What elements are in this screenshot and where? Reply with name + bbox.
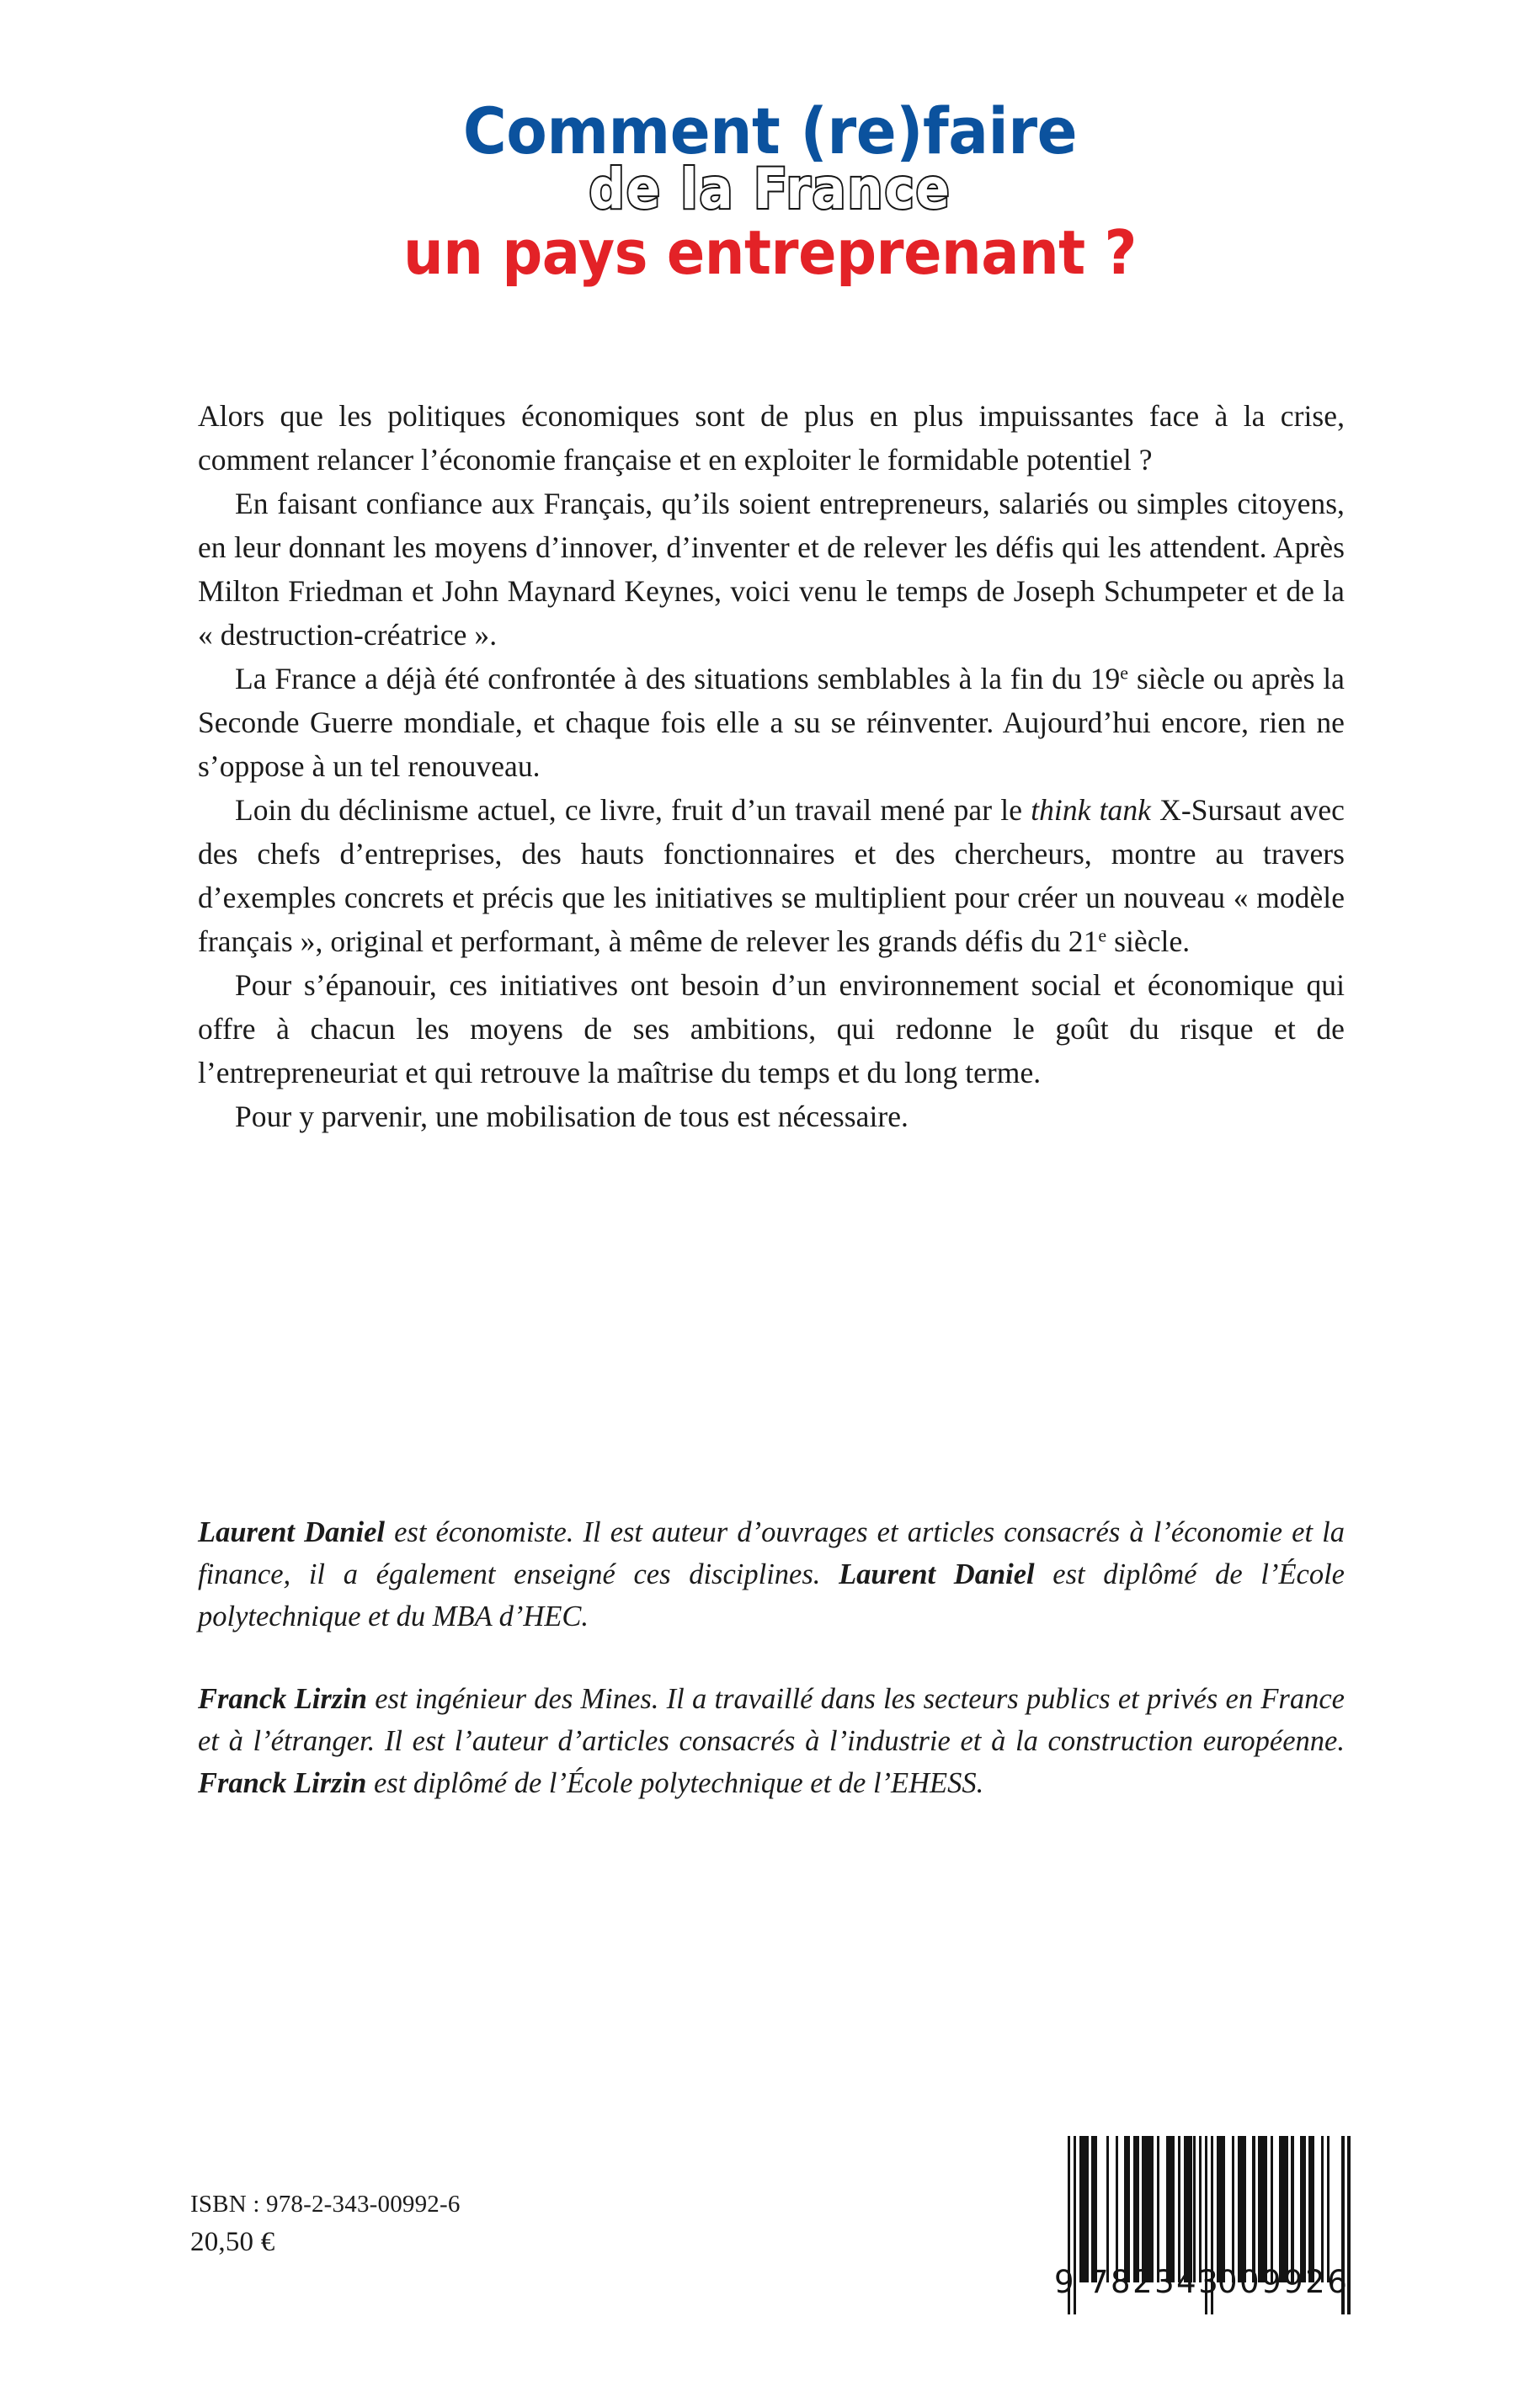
author-name-franck-lirzin-1: Franck Lirzin: [198, 1683, 367, 1715]
blurb-paragraph-3: [198, 657, 1345, 788]
blurb-paragraph-1: Alors que les politiques économiques sont de plus en plus impuissantes face à la crise, comment relancer l’économie française et en exploiter le formidable potentiel ?: [198, 399, 1345, 477]
author-bios: [198, 1511, 1345, 1845]
author-bio-text-2b: est diplômé de l’École polytechnique et de l’EHESS.: [366, 1767, 984, 1799]
blurb-paragraph-5: Pour s’épanouir, ces initiatives ont besoin d’un environnement social et économique qui offre à chacun les moyens de ses ambitions, qui redonne le goût du risque et de l’entrepreneuriat et qui retrouve la maîtrise du temps et du long terme.: [198, 968, 1345, 1089]
author-bio-text-1b: est diplômé de l’École polytechnique et du MBA d’HEC.: [198, 1558, 1345, 1632]
blurb-p4-before: Loin du déclinisme actuel, ce livre, fruit d’un travail mené par le: [235, 793, 1031, 827]
blurb-paragraph-6: Pour y parvenir, une mobilisation de tous est nécessaire.: [235, 1100, 909, 1133]
author-name-laurent-daniel-2: Laurent Daniel: [839, 1558, 1035, 1590]
title-line-outlined: de la France: [589, 157, 951, 221]
blurb-p3-after: siècle ou après la Seconde Guerre mondiale, et chaque fois elle a su se réinventer. Aujourd’hui encore, rien ne s’oppose à un tel renouveau.: [198, 662, 1345, 783]
barcode-digit-group-1: 9: [1054, 2264, 1077, 2300]
author-name-laurent-daniel-1: Laurent Daniel: [198, 1516, 385, 1548]
price-text: 20,50 €: [190, 2227, 275, 2257]
blurb-p4-century-ordinal: e: [1098, 924, 1107, 946]
blurb-p4-end: siècle.: [1106, 924, 1191, 958]
blurb-p3-century: 19: [1090, 662, 1121, 695]
blurb-p4-century: 21: [1068, 924, 1099, 958]
footer-publication-info: [190, 2186, 780, 2261]
title-line-question: un pays entreprenant ?: [403, 217, 1137, 288]
blurb-p4-middle: X-Sursaut avec des chefs d’entreprises, des hauts fonctionnaires et des chercheurs, montre au travers d’exemples concrets et précis que les initiatives se multiplient pour créer un nouveau « modèle français », original et performant, à même de relever les grands défis du: [198, 793, 1345, 958]
barcode-digit-group-2: 782343: [1089, 2264, 1221, 2300]
isbn-text: ISBN : 978-2-343-00992-6: [190, 2191, 461, 2218]
blurb-p3-before: La France a déjà été confrontée à des situations semblables à la fin du: [235, 662, 1090, 695]
blurb-paragraph-4: [198, 788, 1345, 963]
barcode-digit-group-3: 009926: [1218, 2264, 1350, 2300]
barcode-human-readable-digits: [1054, 2264, 1366, 2301]
author-bio-laurent-daniel: [198, 1511, 1345, 1638]
blurb-p3-century-ordinal: e: [1120, 662, 1129, 684]
title-line-primary: Comment (re)faire: [462, 93, 1078, 168]
blurb-p4-think-tank: think tank: [1031, 793, 1151, 827]
author-name-franck-lirzin-2: Franck Lirzin: [198, 1767, 367, 1799]
author-bio-text-1a: est économiste. Il est auteur d’ouvrages et articles consacrés à l’économie et la finance, il a également enseigné ces disciplines.: [198, 1516, 1345, 1590]
blurb-text-column: [198, 394, 1345, 1138]
cover-title-block: [0, 93, 1540, 288]
author-bio-text-2a: est ingénieur des Mines. Il a travaillé dans les secteurs publics et privés en France et à l’étranger. Il est l’auteur d’articles consacrés à l’industrie et à la construction européenne.: [198, 1683, 1345, 1757]
blurb-paragraph-2: En faisant confiance aux Français, qu’ils soient entrepreneurs, salariés ou simples citoyens, en leur donnant les moyens d’innover, d’inventer et de relever les défis qui les attendent. Après Milton Friedman et John Maynard Keynes, voici venu le temps de Joseph Schumpeter et de la « destruction-créatrice ».: [198, 487, 1345, 652]
author-bio-franck-lirzin: [198, 1678, 1345, 1804]
